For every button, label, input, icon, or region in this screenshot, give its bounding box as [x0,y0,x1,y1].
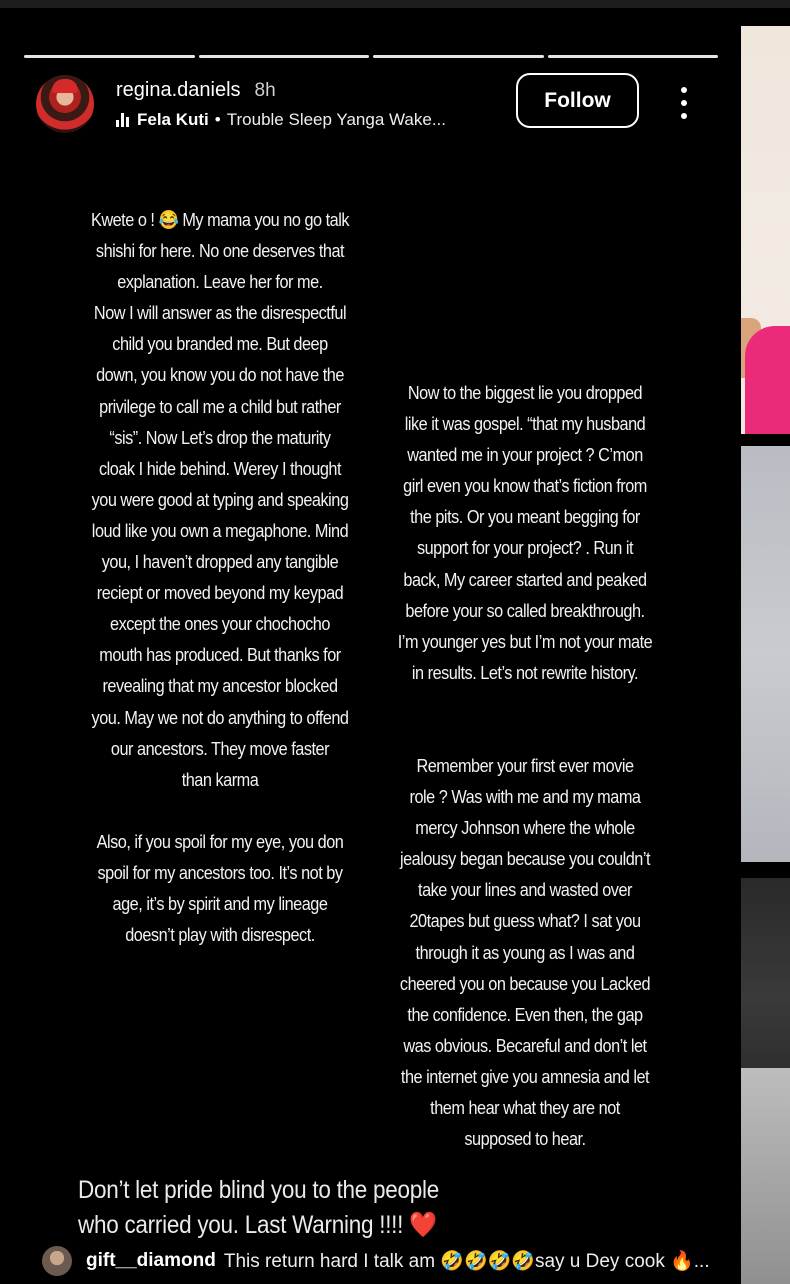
footer-line: Don’t let pride blind you to the people [78,1176,439,1204]
story-text-line: privilege to call me a child but rather [99,395,341,417]
story-text-line: mouth has produced. But thanks for [99,644,341,666]
story-text-line: you were good at typing and speaking [91,488,349,510]
story-text-left [44,204,396,950]
story-text-line: revealing that my ancestor blocked [102,675,338,697]
story-text-right [353,377,696,1154]
story-text-line: in results. Let’s not rewrite history. [411,661,639,683]
heart-icon: ❤️ [409,1211,437,1239]
paragraph-gap [353,719,696,750]
story-text-line: Also, if you spoil for my eye, you don [96,830,344,852]
story-text-line: jealousy began because you couldn’t [399,848,651,870]
paragraph-gap [353,688,696,719]
progress-segment [199,55,370,58]
story-text-line: supposed to hear. [464,1128,586,1150]
story-text-line: loud like you own a megaphone. Mind [91,519,349,541]
music-artist: Fela Kuti [137,110,209,129]
story-text-line: “sis”. Now Let’s drop the maturity [109,426,331,448]
comment-text: This return hard I talk am 🤣🤣🤣🤣say u Dey cook 🔥... [223,1251,710,1272]
music-separator: • [214,110,221,129]
username[interactable]: regina.daniels [116,79,241,101]
story-text-line: down, you know you do not have the [96,364,344,386]
footer-line-text: who carried you. Last Warning !!!! [78,1211,404,1239]
comment-row[interactable] [42,1244,722,1278]
story-text-line: back, My career started and peaked [403,568,647,590]
story-text-line: them hear what they are not [430,1096,620,1118]
follow-button[interactable]: Follow [516,73,639,128]
story-text-line: I’m younger yes but I’m not your mate [397,630,653,652]
next-story-preview[interactable] [741,26,790,434]
top-edge [0,0,790,8]
progress-segment [24,55,195,58]
next-story-preview-3[interactable] [741,878,790,1284]
story-text-line: reciept or moved beyond my keypad [96,582,344,604]
story-text-line: doesn’t play with disrespect. [125,924,315,946]
story-text-line: the pits. Or you meant begging for [410,506,640,528]
commenter-username[interactable]: gift__diamond [86,1250,216,1271]
story-text-line: you, I haven’t dropped any tangible [101,551,339,573]
progress-segment [373,55,544,58]
story-text-line: role ? Was with me and my mama [409,786,641,808]
paragraph-gap [44,795,396,826]
story-header [36,73,716,137]
story-text-line: take your lines and wasted over [418,879,632,901]
story-text-line: girl even you know that’s fiction from [403,475,647,497]
story-text-line: spoil for my ancestors too. It’s not by [97,861,343,883]
story-text-line: Now I will answer as the disrespectful [93,302,347,324]
story-text-line: child you branded me. But deep [112,333,328,355]
story-text-line: you. May we not do anything to offend [91,706,349,728]
story-text-line: shishi for here. No one deserves that [95,240,345,262]
story-text-line: before your so called breakthrough. [405,599,645,621]
avatar[interactable] [36,75,94,133]
story-footer-text [78,1173,546,1243]
commenter-avatar[interactable] [42,1246,72,1276]
story-text-line: the internet give you amnesia and let [400,1065,650,1087]
story-text-line: through it as young as I was and [415,941,635,963]
story-text-line: our ancestors. They move faster [110,737,330,759]
story-text-line: than karma [181,768,259,790]
music-info[interactable] [116,110,446,130]
more-options-icon[interactable] [676,87,692,119]
story-text-line: cheered you on because you Lacked [399,972,651,994]
story-text-line: Now to the biggest lie you dropped [407,382,643,403]
story-text-line: like it was gospel. “that my husband [404,413,646,435]
story-text-line: Kwete o ! 😂 My mama you no go talk [90,209,350,230]
music-bars-icon [116,113,129,127]
story-text-line: was obvious. Becareful and don’t let [403,1034,647,1056]
footer-line-2 [78,1208,546,1243]
next-story-preview-2[interactable] [741,446,790,862]
story-text-line: except the ones your chochocho [110,613,330,635]
story-progress [24,55,718,59]
story-text-line: the confidence. Even then, the gap [407,1003,643,1025]
story-text-line: mercy Johnson where the whole [415,817,635,839]
story-text-line: support for your project? . Run it [416,537,634,559]
story-text-line: Remember your first ever movie [416,754,634,776]
story-text-line: cloak I hide behind. Werey I thought [98,457,342,479]
story-text-line: explanation. Leave her for me. [117,271,323,293]
story-text-line: wanted me in your project ? C’mon [407,444,643,466]
music-song: Trouble Sleep Yanga Wake... [226,110,446,129]
user-line [116,79,276,102]
post-time: 8h [254,80,276,101]
story-text-line: 20tapes but guess what? I sat you [409,910,641,932]
story-text-line: age, it’s by spirit and my lineage [112,892,328,914]
progress-segment [548,55,719,58]
